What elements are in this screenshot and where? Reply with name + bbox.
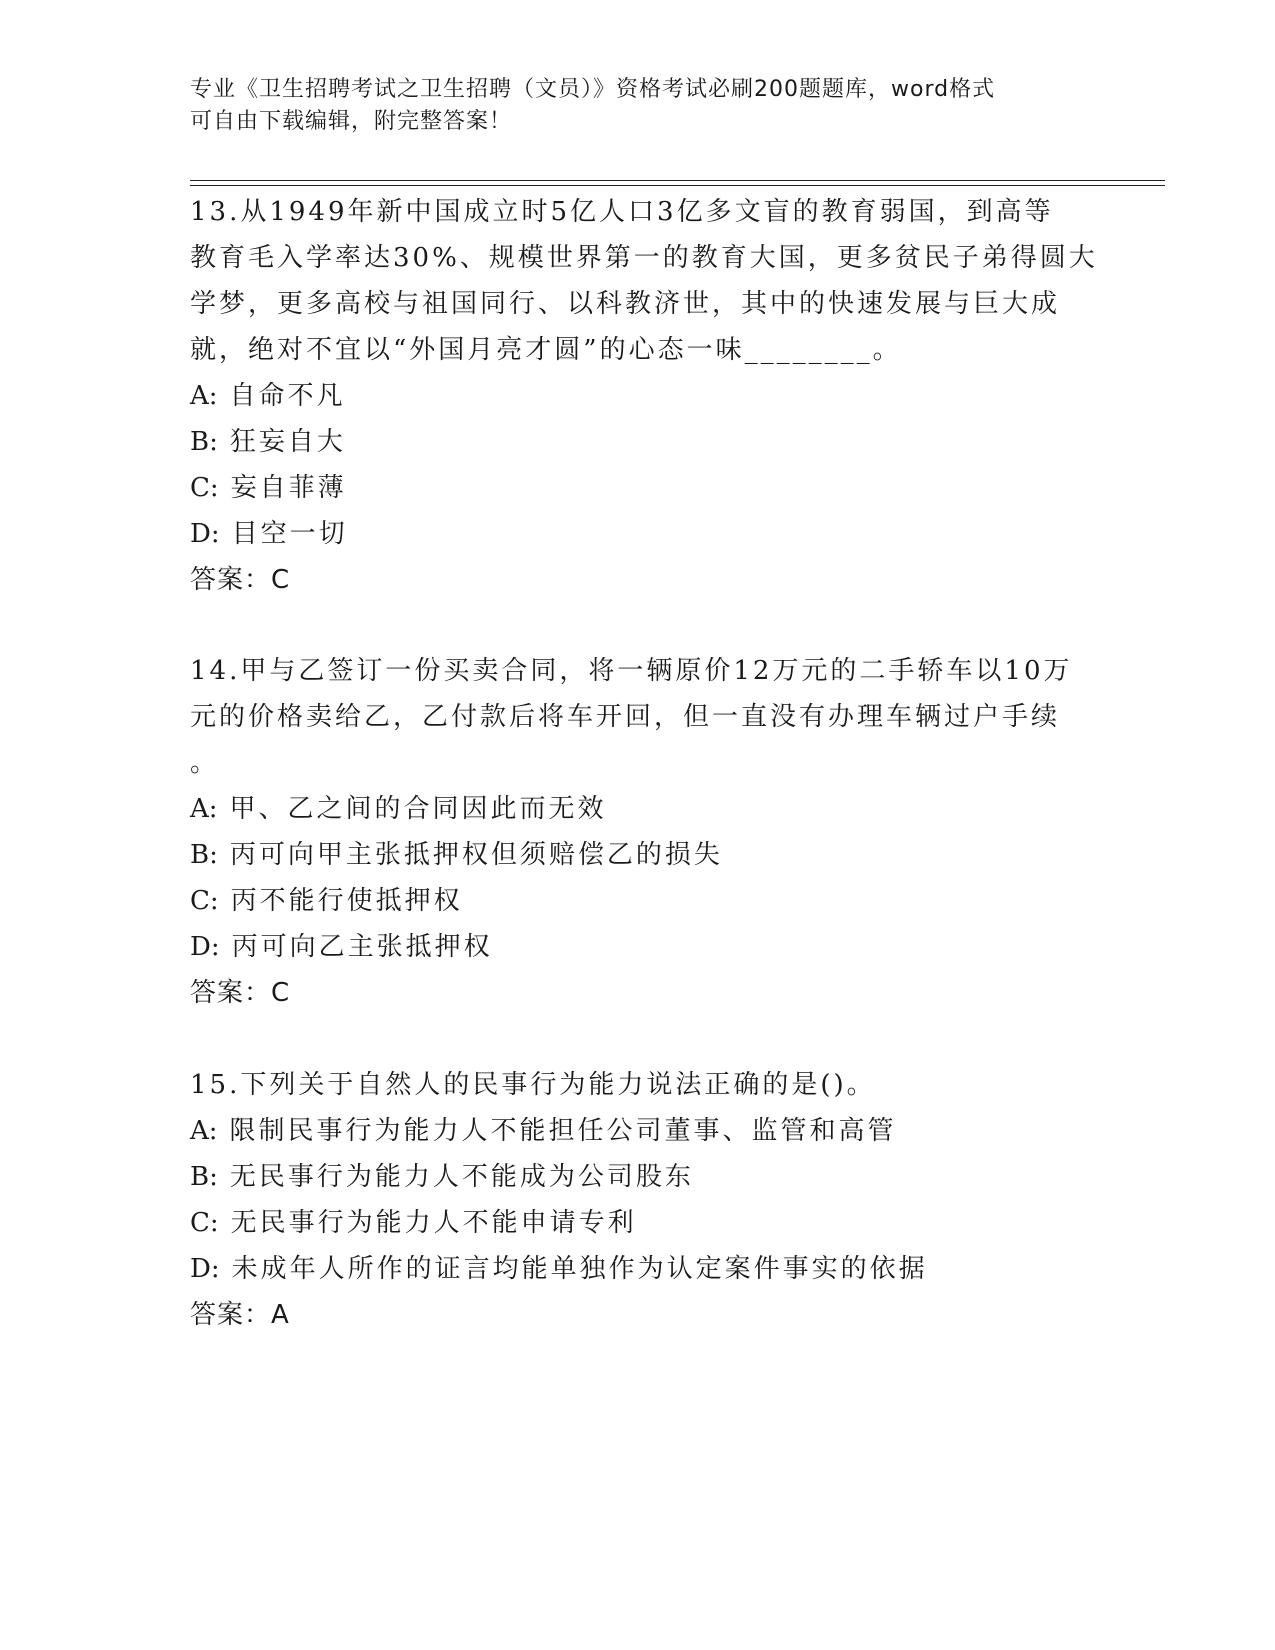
option-text: 目空一切	[231, 519, 348, 549]
answer-label: 答案：C	[190, 565, 291, 595]
stem-line: 15.下列关于自然人的民事行为能力说法正确的是()。	[190, 1070, 876, 1100]
option-key: C:	[190, 1208, 219, 1238]
question-stem	[190, 1062, 1090, 1108]
answer-label: 答案：C	[190, 978, 291, 1008]
option-key: B:	[190, 840, 218, 870]
question-15	[190, 1062, 1090, 1338]
option-a	[190, 373, 1090, 419]
option-a	[190, 1108, 1090, 1154]
stem-line: 13.从1949年新中国成立时5亿人口3亿多文盲的教育弱国，到高等	[190, 197, 1054, 227]
option-key: A:	[190, 1116, 218, 1146]
option-d	[190, 511, 1090, 557]
stem-line: 就，绝对不宜以“外国月亮才圆”的心态一味________。	[190, 335, 902, 365]
stem-line: 教育毛入学率达30%、规模世界第一的教育大国，更多贫民子弟得圆大	[190, 243, 1098, 273]
question-stem	[190, 189, 1098, 373]
document-header	[190, 74, 1090, 138]
option-b	[190, 419, 1090, 465]
option-d	[190, 1246, 1090, 1292]
option-text: 丙可向乙主张抵押权	[231, 932, 493, 962]
option-a	[190, 786, 1090, 832]
answer-label: 答案：A	[190, 1300, 290, 1330]
header-divider-bottom	[190, 185, 1165, 186]
option-key: D:	[190, 519, 220, 549]
option-text: 未成年人所作的证言均能单独作为认定案件事实的依据	[231, 1254, 928, 1284]
option-key: C:	[190, 886, 219, 916]
question-stem	[190, 648, 1090, 786]
option-c	[190, 465, 1090, 511]
option-key: B:	[190, 427, 218, 457]
option-text: 自命不凡	[229, 381, 346, 411]
option-text: 狂妄自大	[229, 427, 346, 457]
stem-line: 。	[190, 748, 220, 778]
header-divider-top	[190, 180, 1165, 181]
option-b	[190, 1154, 1090, 1200]
question-13	[190, 189, 1098, 603]
option-text: 妄自菲薄	[230, 473, 347, 503]
option-key: C:	[190, 473, 219, 503]
stem-line: 元的价格卖给乙，乙付款后将车开回，但一直没有办理车辆过户手续	[190, 702, 1061, 732]
stem-line: 学梦，更多高校与祖国同行、以科教济世，其中的快速发展与巨大成	[190, 289, 1061, 319]
option-key: D:	[190, 1254, 220, 1284]
option-text: 无民事行为能力人不能成为公司股东	[229, 1162, 694, 1192]
option-key: A:	[190, 794, 218, 824]
question-14	[190, 648, 1090, 1016]
option-key: B:	[190, 1162, 218, 1192]
option-key: A:	[190, 381, 218, 411]
header-line-1: 专业《卫生招聘考试之卫生招聘（文员）》资格考试必刷200题题库，word格式	[190, 77, 996, 102]
option-text: 甲、乙之间的合同因此而无效	[229, 794, 607, 824]
option-text: 丙不能行使抵押权	[230, 886, 463, 916]
option-c	[190, 878, 1090, 924]
stem-line: 14.甲与乙签订一份买卖合同，将一辆原价12万元的二手轿车以10万	[190, 656, 1073, 686]
option-text: 丙可向甲主张抵押权但须赔偿乙的损失	[229, 840, 723, 870]
option-text: 无民事行为能力人不能申请专利	[230, 1208, 637, 1238]
option-text: 限制民事行为能力人不能担任公司董事、监管和高管	[229, 1116, 897, 1146]
option-b	[190, 832, 1090, 878]
option-c	[190, 1200, 1090, 1246]
option-key: D:	[190, 932, 220, 962]
option-d	[190, 924, 1090, 970]
header-line-2: 可自由下载编辑，附完整答案！	[190, 109, 513, 134]
